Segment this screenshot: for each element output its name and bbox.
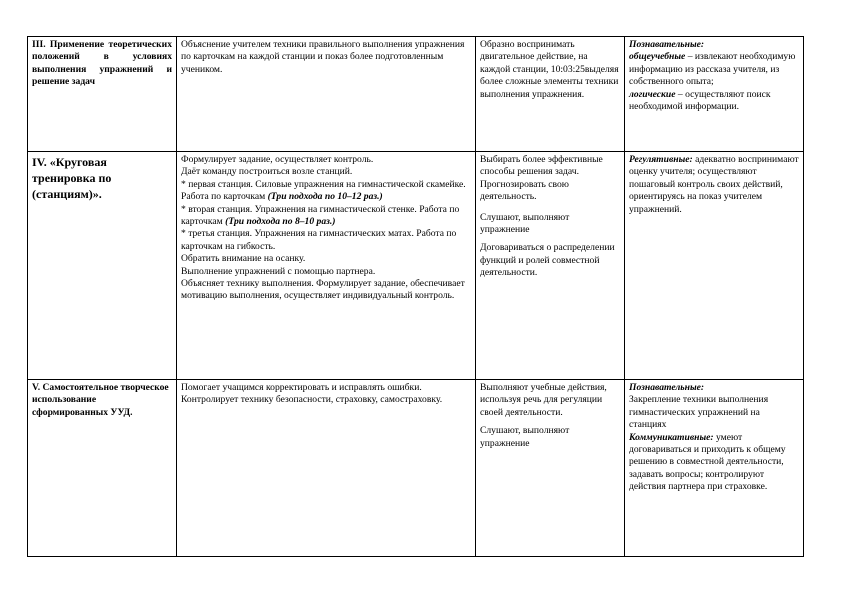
stage-cell [28, 380, 177, 557]
teacher-text: Даёт команду построиться возле станций. [181, 166, 353, 178]
teacher-text: Объяснение учителем техники правильного выполнения упражнения по карточкам на каждой станции и показ более подготовленным учеником. [181, 39, 465, 75]
student-activity-cell [476, 37, 625, 152]
stage-cell [28, 37, 177, 152]
uud-cell [625, 380, 804, 557]
table-row [28, 380, 804, 557]
uud-text: Закрепление техники выполнения гимнастических упражнений на станциях [629, 394, 769, 431]
teacher-text: * первая станция. Силовые упражнения на гимнастической скамейке. Работа по карточкам [181, 178, 466, 203]
student-text: Образно воспринимать двигательное действие, на каждой станции, 10:03:25выделяя более сложные элементы техники выполнения упражнения. [480, 39, 619, 100]
uud-cell [625, 152, 804, 380]
stage-cell [28, 152, 177, 380]
teacher-note: (Три подхода по 10–12 раз.) [267, 191, 383, 203]
teacher-text: Обратить внимание на осанку. [181, 253, 306, 265]
uud-heading: Познавательные: [629, 382, 705, 393]
table-row [28, 152, 804, 380]
uud-term: логические [629, 88, 676, 100]
teacher-text: * вторая станция. Упражнения на гимнастической стенке. Работа по карточкам [181, 203, 460, 228]
stage-title: V. Самостоятельное творческое использование сформированных УУД. [32, 382, 169, 418]
teacher-activity-cell [177, 380, 476, 557]
uud-heading: Коммуникативные: [629, 431, 714, 443]
uud-text: – осуществляют поиск необходимой информации. [629, 88, 771, 113]
teacher-text: Формулирует задание, осуществляет контроль. [181, 154, 374, 165]
teacher-activity-cell [177, 152, 476, 380]
student-text: Договариваться о распределении функций и ролей совместной деятельности. [480, 242, 615, 279]
uud-cell [625, 37, 804, 152]
stage-title: III. Применение теоретических положений в условиях выполнения упражнений и решение задач [32, 39, 172, 88]
stage-title: IV. «Круговая тренировка по (станциям)». [32, 155, 112, 201]
uud-term: общеучебные [629, 51, 686, 63]
uud-heading: Регулятивные: [629, 154, 693, 165]
student-text: Слушают, выполняют упражнение [480, 211, 570, 236]
uud-text: адекватно воспринимают оценку учителя; осуществляют пошаговый контроль своих действий, ориентируясь на показ учителем упражнений. [629, 154, 799, 215]
teacher-text: Объясняет технику выполнения. Формулирует задание, обеспечивает мотивацию выполнения, осуществляет индивидуальный контроль. [181, 278, 465, 302]
student-text: Выполняют учебные действия, используя речь для регуляции своей деятельности. [480, 382, 607, 418]
uud-text: – извлекают необходимую информацию из рассказа учителя, из собственного опыта; [629, 51, 796, 88]
uud-text: умеют договариваться и приходить к общему решению в совместной деятельности, задавать вопросы; контролируют действия партнера при страховке. [629, 431, 786, 493]
lesson-plan-table [27, 36, 804, 557]
student-text: Прогнозировать свою деятельность. [480, 178, 569, 203]
teacher-text: * третья станция. Упражнения на гимнастических матах. Работа по карточкам на гибкость. [181, 228, 457, 252]
teacher-text: Помогает учащимся корректировать и исправлять ошибки. Контролирует технику безопасности, страховку, самостраховку. [181, 382, 443, 406]
student-activity-cell [476, 152, 625, 380]
student-text: Слушают, выполняют упражнение [480, 425, 570, 449]
teacher-note: (Три подхода по 8–10 раз.) [225, 216, 336, 228]
teacher-text: Выполнение упражнений с помощью партнера. [181, 265, 376, 277]
table-row [28, 37, 804, 152]
student-activity-cell [476, 380, 625, 557]
student-text: Выбирать более эффективные способы решения задач. [480, 154, 603, 178]
uud-heading: Познавательные: [629, 39, 705, 50]
teacher-activity-cell [177, 37, 476, 152]
